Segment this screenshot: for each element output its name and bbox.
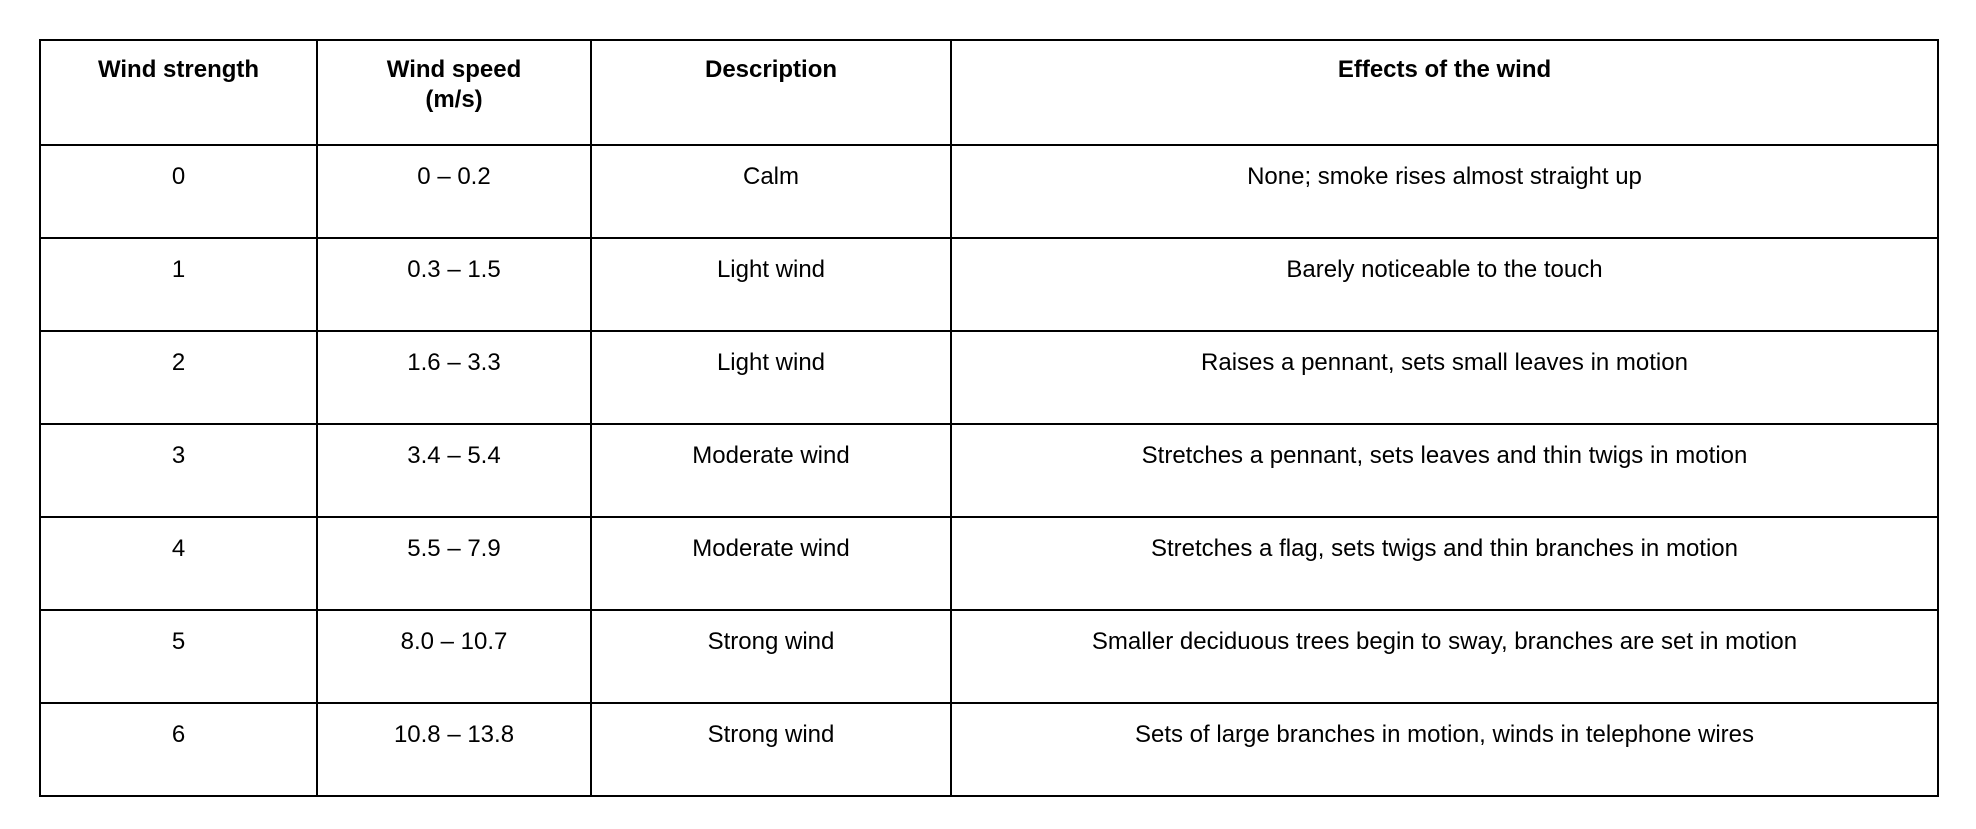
cell-speed: 3.4 – 5.4 [317, 424, 591, 517]
cell-strength: 2 [40, 331, 317, 424]
header-wind-speed-unit: (m/s) [425, 86, 483, 113]
cell-strength: 6 [40, 703, 317, 796]
cell-speed: 8.0 – 10.7 [317, 610, 591, 703]
cell-description: Moderate wind [591, 424, 951, 517]
cell-speed: 5.5 – 7.9 [317, 517, 591, 610]
table-row [40, 145, 1938, 238]
table-header-row [40, 40, 1938, 145]
cell-effects: Barely noticeable to the touch [951, 238, 1938, 331]
cell-effects: Sets of large branches in motion, winds in telephone wires [951, 703, 1938, 796]
table-row [40, 238, 1938, 331]
cell-description: Calm [591, 145, 951, 238]
cell-strength: 1 [40, 238, 317, 331]
header-description: Description [591, 40, 951, 145]
table-row [40, 331, 1938, 424]
cell-description: Light wind [591, 331, 951, 424]
header-wind-speed [317, 40, 591, 145]
cell-effects: None; smoke rises almost straight up [951, 145, 1938, 238]
table-row [40, 610, 1938, 703]
cell-description: Moderate wind [591, 517, 951, 610]
cell-speed: 0.3 – 1.5 [317, 238, 591, 331]
cell-description: Strong wind [591, 703, 951, 796]
table-row [40, 424, 1938, 517]
cell-effects: Raises a pennant, sets small leaves in motion [951, 331, 1938, 424]
wind-scale-table [39, 39, 1939, 797]
cell-speed: 1.6 – 3.3 [317, 331, 591, 424]
cell-speed: 10.8 – 13.8 [317, 703, 591, 796]
header-wind-speed-label: Wind speed [386, 56, 522, 83]
cell-speed: 0 – 0.2 [317, 145, 591, 238]
table-row [40, 703, 1938, 796]
header-wind-strength: Wind strength [40, 40, 317, 145]
cell-strength: 0 [40, 145, 317, 238]
cell-strength: 5 [40, 610, 317, 703]
cell-strength: 4 [40, 517, 317, 610]
cell-description: Light wind [591, 238, 951, 331]
cell-effects: Stretches a flag, sets twigs and thin branches in motion [951, 517, 1938, 610]
cell-description: Strong wind [591, 610, 951, 703]
cell-effects: Stretches a pennant, sets leaves and thin twigs in motion [951, 424, 1938, 517]
cell-strength: 3 [40, 424, 317, 517]
header-effects: Effects of the wind [951, 40, 1938, 145]
cell-effects: Smaller deciduous trees begin to sway, branches are set in motion [951, 610, 1938, 703]
table-row [40, 517, 1938, 610]
